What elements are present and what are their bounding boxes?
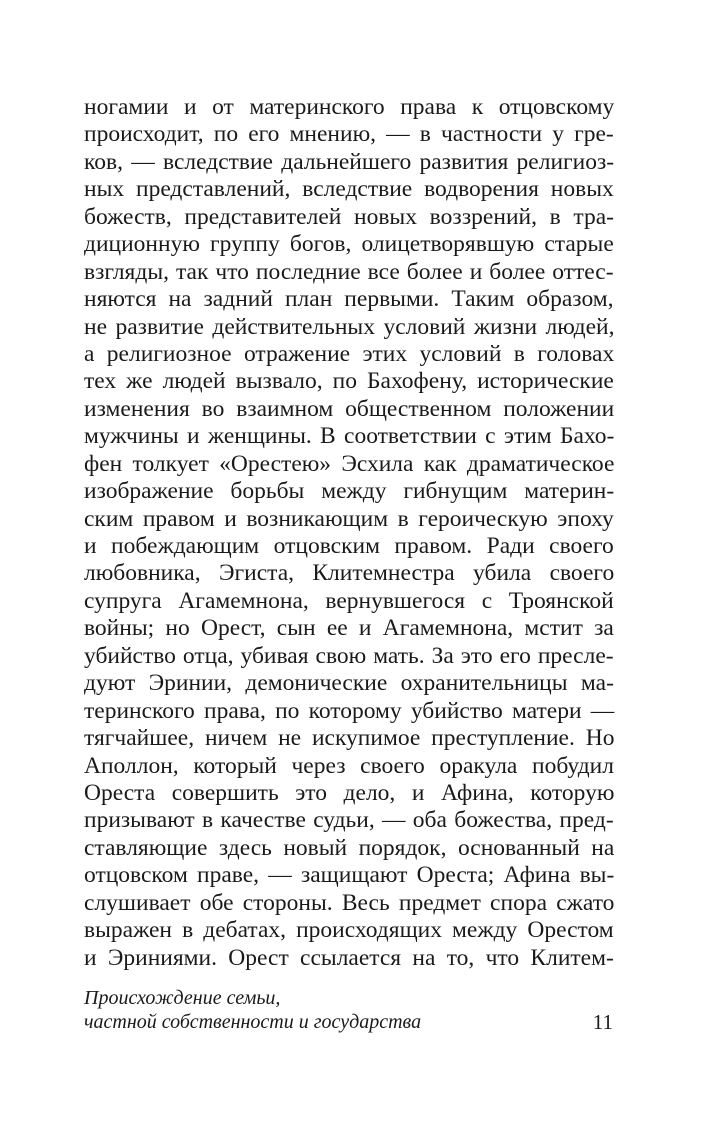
text-line: и побеждающим отцовским правом. Ради своего xyxy=(84,533,614,559)
text-line: божеств, представителей новых воззрений, в тра- xyxy=(84,203,614,230)
running-footer-title xyxy=(84,986,464,1034)
text-line: происходит, по его мнению, — в частности у гре- xyxy=(84,121,614,148)
text-line: убийство отца, убивая свою мать. За это его пресле- xyxy=(84,642,614,669)
text-line: войны; но Орест, сын ее и Агамемнона, мстит за xyxy=(84,615,614,642)
text-line: супруга Агамемнона, вернувшегося с Троянской xyxy=(84,587,614,614)
text-line: любовника, Эгиста, Клитемнестра убила своего xyxy=(84,560,615,587)
text-line: Аполлон, который через своего оракула побудил xyxy=(84,752,614,779)
page-number: 11 xyxy=(592,1010,613,1034)
text-line: тягчайшее, ничем не искупимое преступление. Но xyxy=(84,725,615,752)
body-text xyxy=(84,94,614,972)
text-line: выражен в дебатах, происходящих между Орестом xyxy=(84,917,614,944)
text-line: Ореста совершить это дело, и Афина, которую xyxy=(84,779,615,806)
text-line: мужчины и женщины. В соответствии с этим Бахо- xyxy=(84,423,615,450)
text-line: ставляющие здесь новый порядок, основанный на xyxy=(84,834,615,861)
text-line: призывают в качестве судьи, — оба божества, пред- xyxy=(84,807,614,834)
text-line: изображение борьбы между гибнущим материн- xyxy=(84,478,615,505)
text-line: отцовском праве, — защищают Ореста; Афина вы- xyxy=(84,862,615,889)
text-line: фен толкует «Орестею» Эсхила как драматическое xyxy=(84,450,615,477)
text-line: ков, — вследствие дальнейшего развития религиоз- xyxy=(84,148,615,175)
text-line: ногамии и от материнского права к отцовскому xyxy=(84,94,615,120)
text-line: ским правом и возникающим в героическую эпоху xyxy=(84,505,614,532)
text-line: изменения во взаимном общественном положении xyxy=(84,395,615,422)
text-line: диционную группу богов, олицетворявшую старые xyxy=(84,231,614,258)
text-line: тех же людей вызвало, по Бахофену, исторические xyxy=(84,368,614,395)
text-line: а религиозное отражение этих условий в головах xyxy=(84,340,615,367)
text-line: слушивает обе стороны. Весь предмет спора сжато xyxy=(84,889,615,916)
text-line: не развитие действительных условий жизни людей, xyxy=(84,313,615,340)
text-line: няются на задний план первыми. Таким образом, xyxy=(84,286,614,313)
footer-title-line-2: частной собственности и государства xyxy=(84,1011,422,1033)
text-line: теринского права, по которому убийство матери — xyxy=(84,697,615,724)
text-line: взгляды, так что последние все более и более оттес- xyxy=(84,258,614,285)
footer-title-line-1: Происхождение семьи, xyxy=(84,987,281,1009)
text-line: и Эриниями. Орест ссылается на то, что Клитем- xyxy=(84,944,614,971)
text-line: ных представлений, вследствие водворения новых xyxy=(84,176,614,203)
text-line: дуют Эринии, демонические охранительницы ма- xyxy=(84,670,614,697)
